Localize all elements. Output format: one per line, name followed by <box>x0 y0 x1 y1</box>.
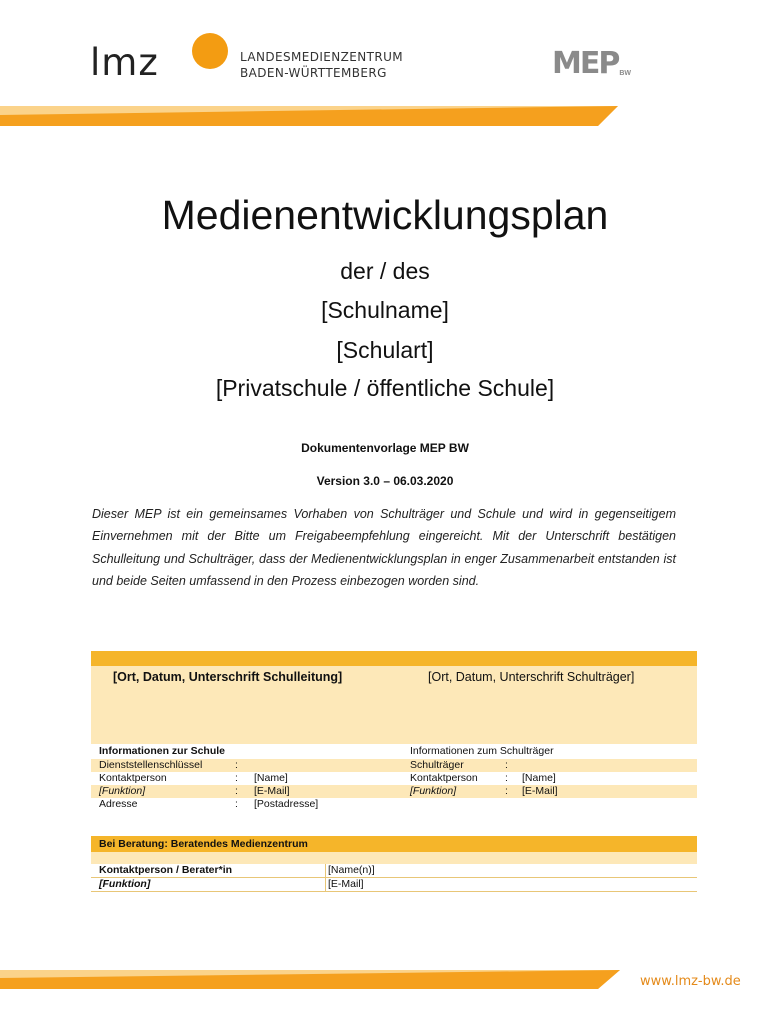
consulting-contact-row <box>91 864 697 878</box>
info-left-value: [Name] <box>254 772 288 784</box>
consulting-contact-label: Kontaktperson / Berater*in <box>99 864 233 876</box>
info-right-colon: : <box>505 759 508 771</box>
info-left-label: Dienststellenschlüssel <box>99 759 203 771</box>
intro-paragraph: Dieser MEP ist ein gemeinsames Vorhaben von Schulträger und Schule und wird in gegenseitigem Einvernehmen mit der Bitte um Freigabeempfehlung eingereicht. Mit der Unterschrift bestätigen Schulleitung und Schulträger, dass der Medienentwicklungsplan in enger Zusammenarbeit entstanden ist und beide Seiten umfassend in den Prozess einbezogen worden sind. <box>92 507 676 589</box>
info-row <box>91 772 697 785</box>
template-label: Dokumentenvorlage MEP BW <box>301 441 469 455</box>
info-row <box>91 798 697 811</box>
info-left-colon: : <box>235 798 238 810</box>
mep-logo-text: MEP <box>552 46 619 81</box>
title-line-schulart: [Schulart] <box>336 337 434 363</box>
info-right-label: Schulträger <box>410 759 464 771</box>
title-line-der-des: der / des <box>340 258 430 284</box>
info-left-label: [Funktion] <box>99 785 146 797</box>
lmz-logo-dot-icon <box>192 33 228 69</box>
info-left-value: [Postadresse] <box>254 798 319 810</box>
page-title: Medienentwicklungsplan <box>161 192 609 238</box>
info-left-value: [E-Mail] <box>254 785 290 797</box>
version-label: Version 3.0 – 06.03.2020 <box>316 474 454 488</box>
consulting-function-row <box>91 878 697 892</box>
info-carrier-heading: Informationen zum Schulträger <box>410 745 554 757</box>
info-right-value: [Name] <box>522 772 556 784</box>
info-right-value: [E-Mail] <box>522 785 558 797</box>
info-left-label: Kontaktperson <box>99 772 167 784</box>
consulting-column-divider <box>325 864 326 892</box>
org-name-line2: BADEN-WÜRTTEMBERG <box>240 66 387 80</box>
title-line-schulname: [Schulname] <box>321 297 449 323</box>
header-accent-stripe <box>0 106 770 128</box>
info-left-label: Adresse <box>99 798 138 810</box>
lmz-logo-text: lmz <box>90 41 159 84</box>
consulting-header <box>91 836 697 852</box>
info-row <box>91 759 697 772</box>
footer-website-link[interactable]: www.lmz-bw.de <box>640 974 741 989</box>
signature-header-bar <box>91 651 697 666</box>
signature-carrier-label: [Ort, Datum, Unterschrift Schulträger] <box>428 670 635 684</box>
consulting-spacer-row <box>91 852 697 864</box>
title-line-schultyp: [Privatschule / öffentliche Schule] <box>215 375 555 401</box>
org-name-line1: LANDESMEDIENZENTRUM <box>240 50 404 64</box>
info-right-colon: : <box>505 772 508 784</box>
consulting-function-label: [Funktion] <box>99 878 151 890</box>
info-row <box>91 785 697 798</box>
consulting-function-value: [E-Mail] <box>328 878 364 890</box>
mep-logo-sub: BW <box>619 70 632 77</box>
info-heading-row <box>91 745 697 758</box>
signature-school-label: [Ort, Datum, Unterschrift Schulleitung] <box>113 670 343 684</box>
consulting-contact-value: [Name(n)] <box>328 864 375 876</box>
mep-bw-logo <box>552 46 632 81</box>
consulting-heading: Bei Beratung: Beratendes Medienzentrum <box>99 838 308 850</box>
info-left-colon: : <box>235 759 238 771</box>
info-right-label: [Funktion] <box>410 785 457 797</box>
info-left-colon: : <box>235 772 238 784</box>
info-school-heading: Informationen zur Schule <box>99 745 226 757</box>
info-left-colon: : <box>235 785 238 797</box>
info-right-colon: : <box>505 785 508 797</box>
info-right-label: Kontaktperson <box>410 772 478 784</box>
